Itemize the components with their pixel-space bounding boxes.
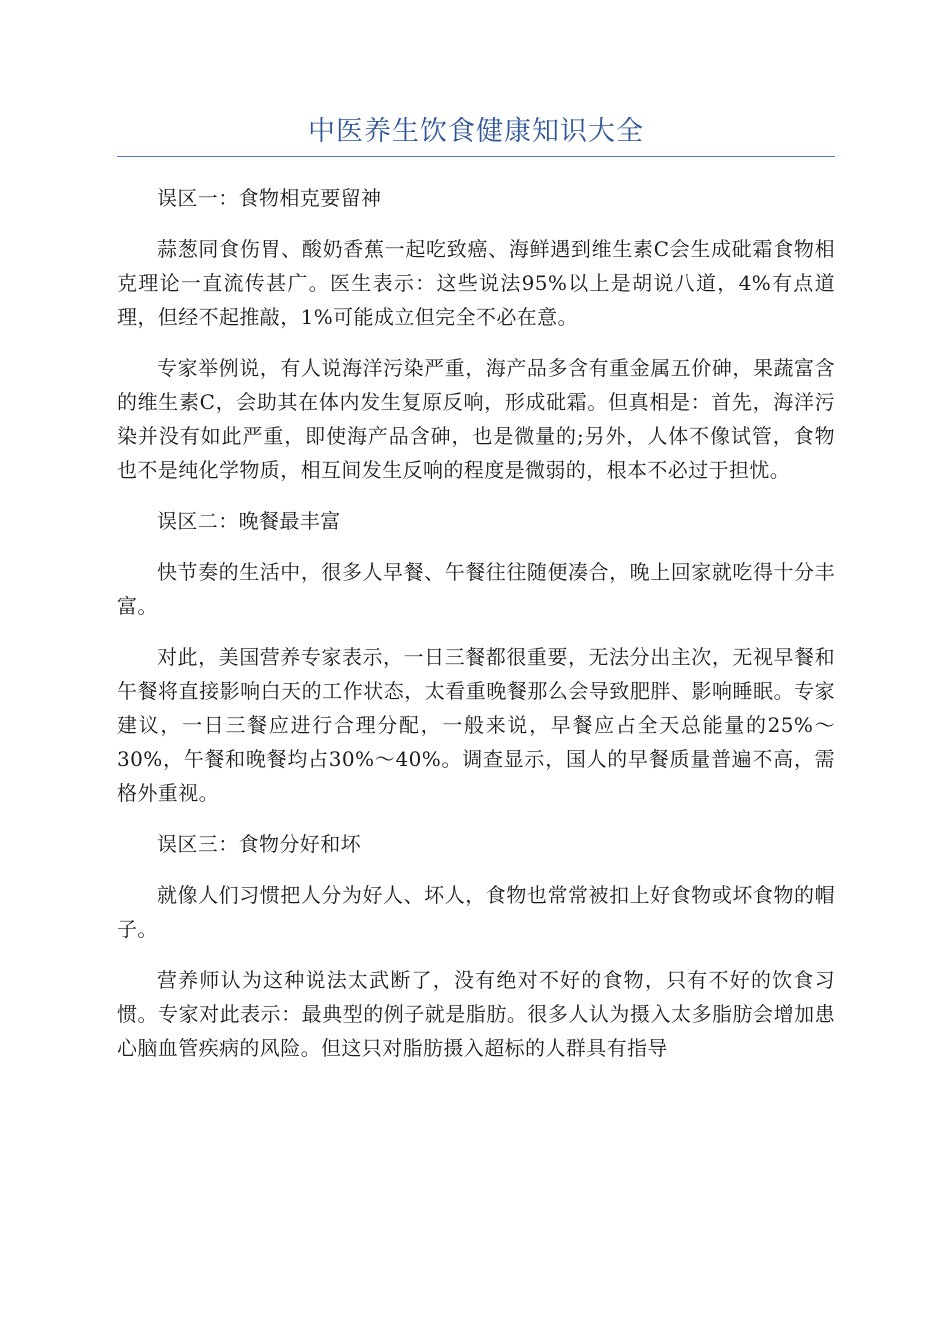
- section-3: [117, 827, 835, 1065]
- title-underline: [117, 156, 835, 157]
- paragraph: 营养师认为这种说法太武断了，没有绝对不好的食物，只有不好的饮食习惯。专家对此表示：最典型的例子就是脂肪。很多人认为摄入太多脂肪会增加患心脑血管疾病的风险。但这只对脂肪摄入超标的人群具有指导: [117, 968, 835, 1060]
- section-heading: 误区二：晚餐最丰富: [157, 509, 341, 533]
- document-body: [117, 181, 835, 1065]
- document-title: 中医养生饮食健康知识大全: [308, 116, 644, 147]
- paragraph: 蒜葱同食伤胃、酸奶香蕉一起吃致癌、海鲜遇到维生素C会生成砒霜食物相克理论一直流传甚广。医生表示：这些说法95%以上是胡说八道，4%有点道理，但经不起推敲，1%可能成立但完全不必在意。: [117, 237, 835, 329]
- section-heading: 误区一：食物相克要留神: [157, 186, 382, 210]
- document-page: [117, 0, 835, 1082]
- section-1: [117, 181, 835, 487]
- paragraph: 就像人们习惯把人分为好人、坏人，食物也常常被扣上好食物或坏食物的帽子。: [117, 883, 835, 941]
- paragraph: 快节奏的生活中，很多人早餐、午餐往往随便凑合，晚上回家就吃得十分丰富。: [117, 560, 835, 618]
- paragraph: 专家举例说，有人说海洋污染严重，海产品多含有重金属五价砷，果蔬富含的维生素C，会助其在体内发生复原反响，形成砒霜。但真相是：首先，海洋污染并没有如此严重，即使海产品含砷，也是微量的;另外，人体不像试管，食物也不是纯化学物质，相互间发生反响的程度是微弱的，根本不必过于担忧。: [117, 356, 835, 482]
- section-2: [117, 504, 835, 810]
- paragraph: 对此，美国营养专家表示，一日三餐都很重要，无法分出主次，无视早餐和午餐将直接影响白天的工作状态，太看重晚餐那么会导致肥胖、影响睡眠。专家建议，一日三餐应进行合理分配，一般来说，早餐应占全天总能量的25%～30%，午餐和晚餐均占30%～40%。调查显示，国人的早餐质量普遍不高，需格外重视。: [117, 645, 835, 805]
- section-heading: 误区三：食物分好和坏: [157, 832, 361, 856]
